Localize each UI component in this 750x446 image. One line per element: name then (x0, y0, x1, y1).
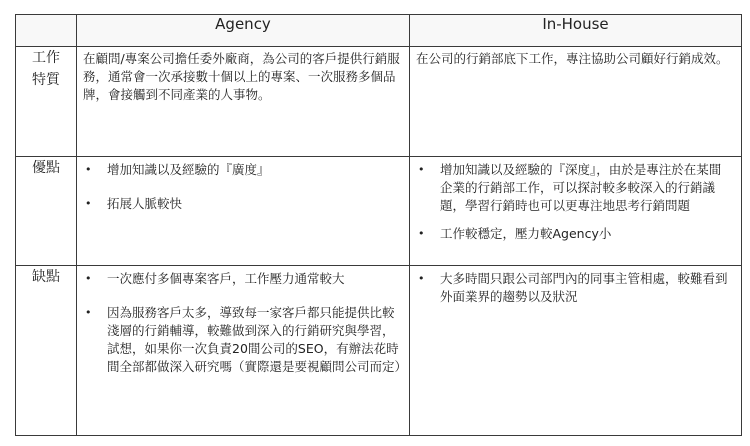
row-label-work-nature (16, 47, 77, 157)
bullet-icon: • (418, 272, 425, 285)
inhouse-work-nature-text: 在公司的行銷部底下工作，專注協助公司顧好行銷成效。 (416, 51, 729, 66)
column-header-agency: Agency (77, 15, 410, 47)
table-row-disadvantages (16, 266, 742, 436)
row-label-line: 特質 (32, 72, 60, 88)
bullet-icon: • (85, 306, 92, 319)
list-item-text: 增加知識以及經驗的『廣度』 (107, 162, 270, 177)
table-row-advantages (16, 157, 742, 266)
list-item (77, 161, 401, 179)
inhouse-disadvantages-list (410, 266, 741, 306)
list-item-text: 增加知識以及經驗的『深度』，由於是專注於在某間企業的行銷部工作，可以探討較多較深入的行銷議題，學習行銷時也可以更專注地思考行銷問題 (440, 162, 722, 213)
header-row (16, 15, 742, 47)
list-item-text: 一次應付多個專案客戶，工作壓力通常較大 (107, 271, 345, 286)
bullet-icon: • (418, 227, 425, 240)
table-row-work-nature (16, 47, 742, 157)
comparison-table (15, 14, 742, 436)
agency-work-nature-text: 在顧問/專案公司擔任委外廠商，為公司的客戶提供行銷服務，通常會一次承接數十個以上的專案、一次服務多個品牌，會接觸到不同產業的人事物。 (83, 51, 400, 102)
agency-work-nature-cell (77, 47, 410, 157)
inhouse-advantages-list (410, 157, 741, 243)
list-item (410, 270, 733, 306)
agency-disadvantages-list (77, 266, 409, 376)
list-item-text: 拓展人脈較快 (107, 196, 183, 211)
list-item-text: 因為服務客戶太多，導致每一家客戶都只能提供比較淺層的行銷輔導，較難做到深入的行銷研究與學習，試想，如果你一次負責20間公司的SEO，有辦法花時間全部都做深入研究嗎（實際還是要視顧問公司而定） (107, 305, 408, 374)
inhouse-disadvantages-cell (410, 266, 742, 436)
agency-advantages-list (77, 157, 409, 213)
row-label-disadvantages: 缺點 (16, 266, 77, 436)
inhouse-work-nature-cell (410, 47, 742, 157)
row-label-advantages: 優點 (16, 157, 77, 266)
bullet-icon: • (85, 272, 92, 285)
inhouse-advantages-cell (410, 157, 742, 266)
list-item (77, 304, 408, 376)
bullet-icon: • (85, 163, 92, 176)
list-item-text: 工作較穩定，壓力較Agency小 (440, 226, 612, 241)
bullet-icon: • (85, 197, 92, 210)
list-item (410, 161, 733, 215)
list-item (77, 195, 401, 213)
corner-cell (16, 15, 77, 47)
list-item (77, 270, 401, 288)
row-label-line: 工作 (32, 50, 60, 66)
agency-disadvantages-cell (77, 266, 410, 436)
column-header-inhouse: In-House (410, 15, 742, 47)
bullet-icon: • (418, 163, 425, 176)
agency-advantages-cell (77, 157, 410, 266)
list-item-text: 大多時間只跟公司部門內的同事主管相處，較難看到外面業界的趨勢以及狀況 (440, 271, 728, 304)
list-item (410, 225, 733, 243)
